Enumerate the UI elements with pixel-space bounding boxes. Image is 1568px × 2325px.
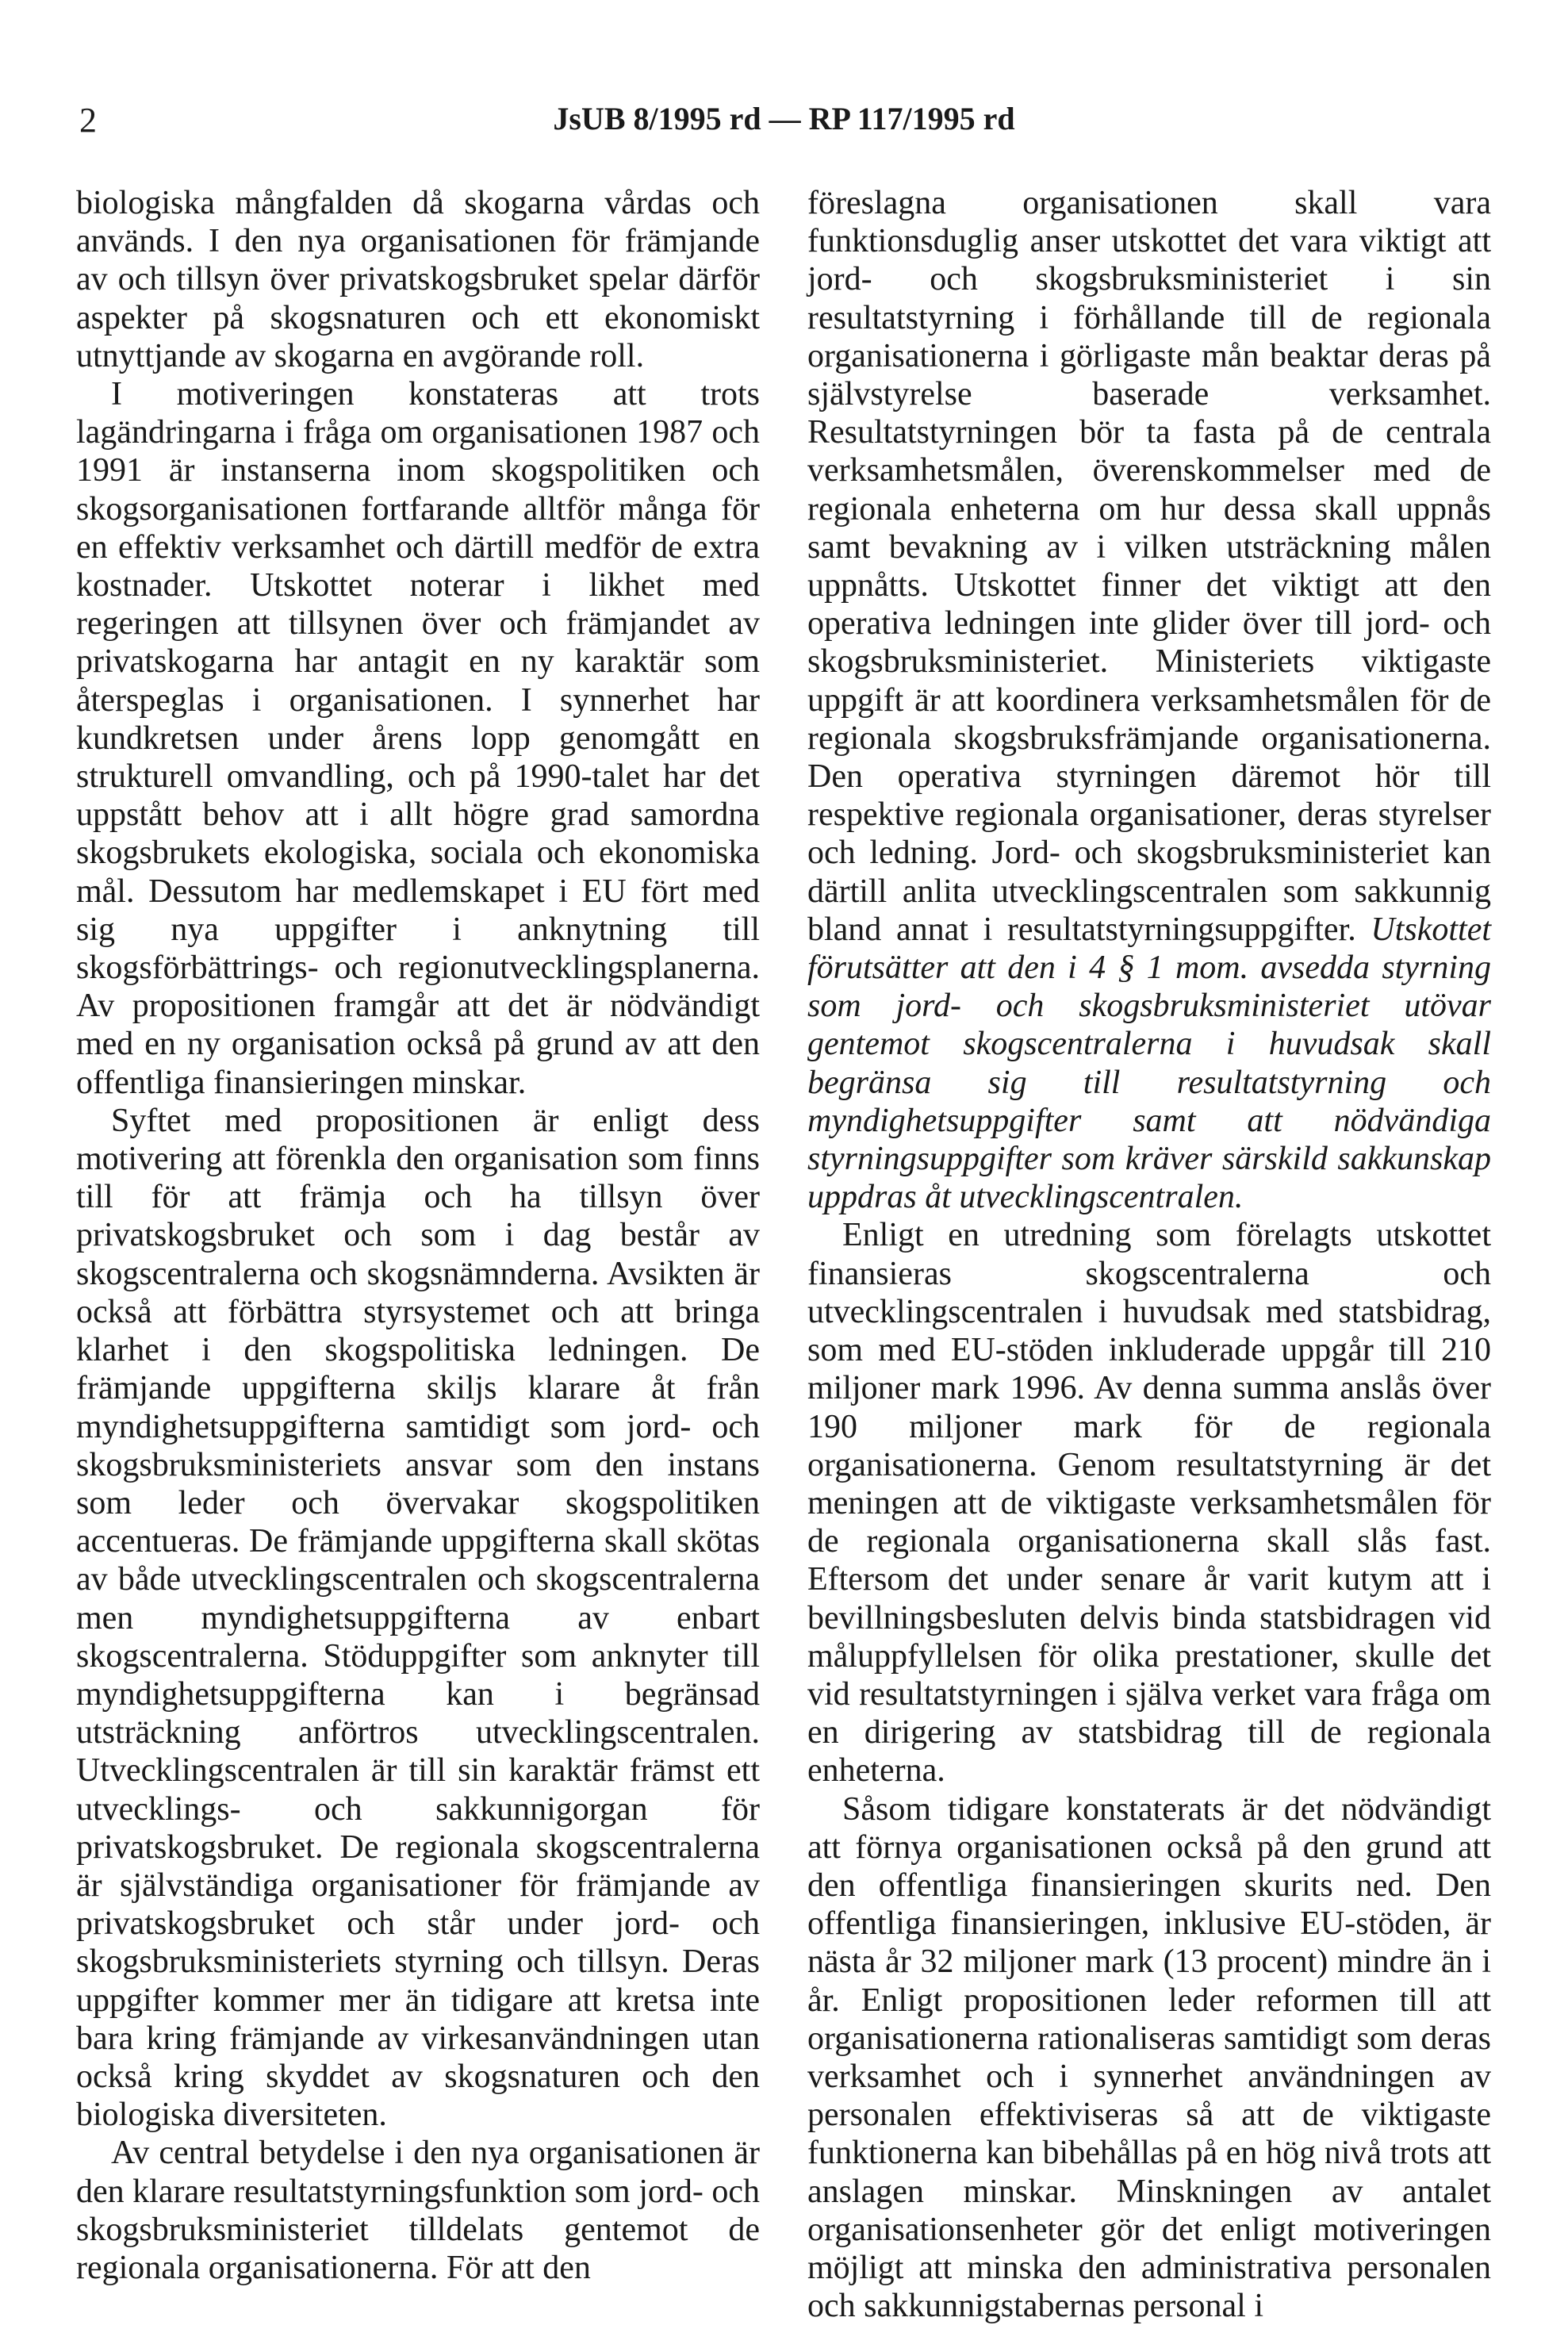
body-paragraph bbox=[807, 184, 1491, 1216]
running-head: JsUB 8/1995 rd — RP 117/1995 rd bbox=[553, 101, 1015, 136]
page-number: 2 bbox=[79, 101, 97, 140]
body-paragraph: I motiveringen konstateras att trots lagändringarna i fråga om organisationen 1987 och 1991 är instanserna inom skogspolitiken och skogsorganisationen fortfarande alltför många för en effektiv verksamhet och därtill medför de extra kostnader. Utskottet noterar i likhet med regeringen att tillsynen över och främjandet av privatskogarna har antagit en ny karaktär som återspeglas i organisationen. I synnerhet har kundkretsen under årens lopp genomgått en strukturell omvandling, och på 1990-talet har det uppstått behov att i allt högre grad samordna skogsbrukets ekologiska, sociala och ekonomiska mål. Dessutom har medlemskapet i EU fört med sig nya uppgifter i anknytning till skogsförbättrings- och regionutvecklingsplanerna. Av propositionen framgår att det är nödvändigt med en ny organisation också på grund av att den offentliga finansieringen minskar. bbox=[76, 376, 760, 1101]
right-column bbox=[807, 184, 1491, 2325]
italic-statement: Utskottet förutsätter att den i 4 § 1 mom. avsedda styrning som jord- och skogsbruksministeriet utövar gentemot skogscentralerna i huvudsak skall begränsa sig till resultatstyrning och myndighetsuppgifter samt att nödvändiga styrningsuppgifter som kräver särskild sakkunskap uppdras åt utvecklingscentralen. bbox=[807, 911, 1492, 1216]
body-paragraph: Syftet med propositionen är enligt dess motivering att förenkla den organisation som finns till för att främja och ha tillsyn över privatskogsbruket och som i dag består av skogscentralerna och skogsnämnderna. Avsikten är också att förbättra styrsystemet och att bringa klarhet i den skogspolitiska ledningen. De främjande uppgifterna skiljs klarare åt från myndighetsuppgifterna samtidigt som jord- och skogsbruksministeriets ansvar som den instans som leder och övervakar skogspolitiken accentueras. De främjande uppgifterna skall skötas av både utvecklingscentralen och skogscentralerna men myndighetsuppgifterna av enbart skogscentralerna. Stöduppgifter som anknyter till myndighetsuppgifterna kan i begränsad utsträckning anförtros utvecklingscentralen. Utvecklingscentralen är till sin karaktär främst ett utvecklings- och sakkunnigorgan för privatskogsbruket. De regionala skogscentralerna är självständiga organisationer för främjande av privatskogsbruket och står under jord- och skogsbruksministeriets styrning och tillsyn. Deras uppgifter kommer mer än tidigare att kretsa inte bara kring främjande av virkesanvändningen utan också kring skyddet av skogsnaturen och den biologiska diversiteten. bbox=[76, 1102, 760, 2134]
left-column bbox=[76, 184, 760, 2287]
body-paragraph: Av central betydelse i den nya organisationen är den klarare resultatstyrningsfunktion som jord- och skogsbruksministeriet tilldelats gentemot de regionala organisationerna. För att den bbox=[76, 2135, 760, 2286]
body-paragraph: Enligt en utredning som förelagts utskottet finansieras skogscentralerna och utvecklingscentralen i huvudsak med statsbidrag, som med EU-stöden inkluderade uppgår till 210 miljoner mark 1996. Av denna summa anslås över 190 miljoner mark för de regionala organisationerna. Genom resultatstyrning är det meningen att de viktigaste verksamhetsmålen för de regionala organisationerna skall slås fast. Eftersom det under senare år varit kutym att i bevillningsbesluten delvis binda statsbidragen vid måluppfyllelsen för olika prestationer, skulle det vid resultatstyrningen i själva verket vara fråga om en dirigering av statsbidrag till de regionala enheterna. bbox=[807, 1217, 1491, 1790]
body-paragraph: Såsom tidigare konstaterats är det nödvändigt att förnya organisationen också på den grund att den offentliga finansieringen skurits ned. Den offentliga finansieringen, inklusive EU-stöden, är nästa år 32 miljoner mark (13 procent) mindre än i år. Enligt propositionen leder reformen till att organisationerna rationaliseras samtidigt som deras verksamhet och i synnerhet användningen av personalen effektiviseras så att de viktigaste funktionerna kan bibehållas på en hög nivå trots att anslagen minskar. Minskningen av antalet organisationsenheter gör det enligt motiveringen möjligt att minska den administrativa personalen och sakkunnigstabernas personal i bbox=[807, 1790, 1491, 2325]
body-paragraph: biologiska mångfalden då skogarna vårdas och används. I den nya organisationen för främjande av och tillsyn över privatskogsbruket spelar därför aspekter på skogsnaturen och ett ekonomiskt utnyttjande av skogarna en avgörande roll. bbox=[76, 185, 760, 374]
paragraph-text: föreslagna organisationen skall vara funktionsduglig anser utskottet det vara viktigt att jord- och skogsbruksministeriet i sin resultatstyrning i förhållande till de regionala organisationerna i görligaste mån beaktar deras på självstyrelse baserade verksamhet. Resultatstyrningen bör ta fasta på de centrala verksamhetsmålen, överenskommelser med de regionala enheterna om hur dessa skall uppnås samt bevakning av i vilken utsträckning målen uppnåtts. Utskottet finner det viktigt att den operativa ledningen inte glider över till jord- och skogsbruksministeriet. Ministeriets viktigaste uppgift är att koordinera verksamhetsmålen för de regionala skogsbruksfrämjande organisationerna. Den operativa styrningen däremot hör till respektive regionala organisationer, deras styrelser och ledning. Jord- och skogsbruksministeriet kan därtill anlita utvecklingscentralen som sakkunnig bland annat i resultatstyrningsuppgifter. bbox=[807, 185, 1491, 948]
